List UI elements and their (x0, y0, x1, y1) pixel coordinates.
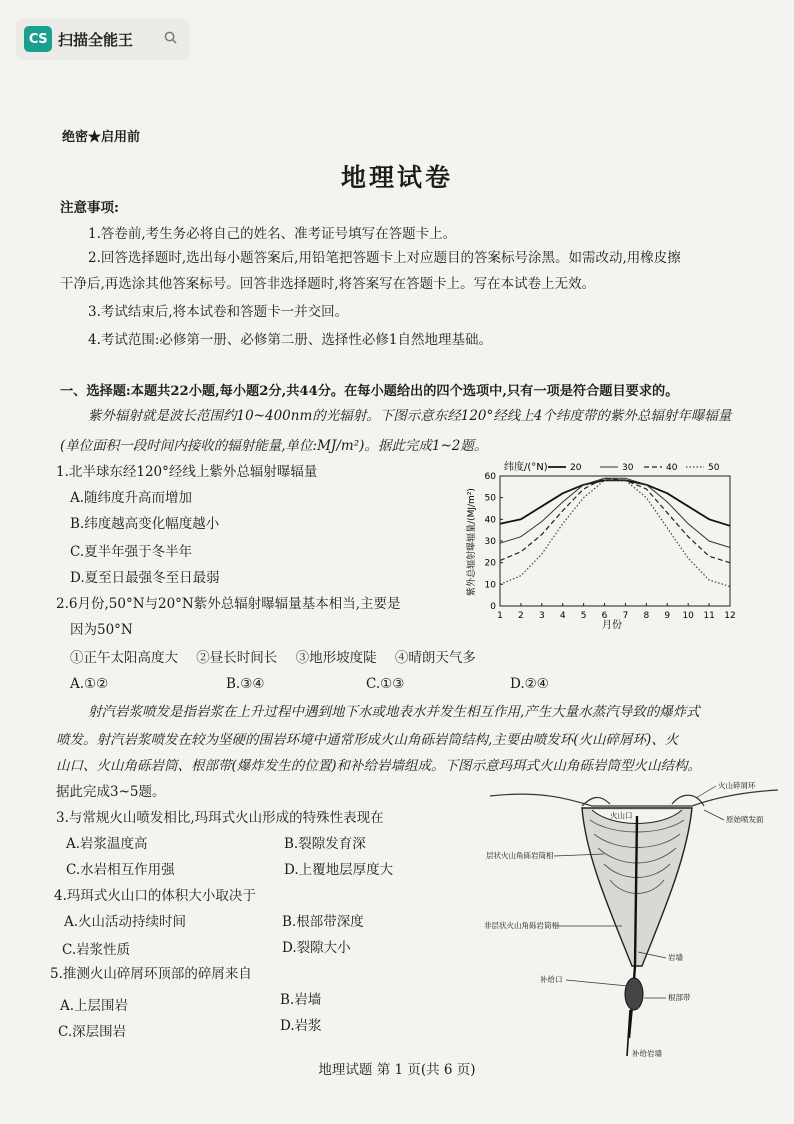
intro2-line3: 山口、火山角砾岩筒、根部带(爆炸发生的位置)和补给岩墙组成。下图示意玛珥式火山角砾岩筒型火山结构。 (56, 758, 702, 774)
x-tick-label: 6 (601, 611, 608, 621)
q4-stem: 4.玛珥式火山口的体积大小取决于 (54, 888, 256, 904)
q4-option-c[interactable]: C.岩浆性质 (62, 942, 131, 958)
legend-label-40: 40 (666, 463, 678, 473)
q5-option-c[interactable]: C.深层围岩 (58, 1024, 127, 1040)
intro2-line4: 据此完成3~5题。 (56, 784, 166, 800)
intro1-line2: (单位面积一段时间内接收的辐射能量,单位:MJ/m²)。据此完成1~2题。 (60, 438, 488, 454)
q2-option-d[interactable]: D.②④ (510, 676, 549, 692)
y-tick-label: 40 (484, 515, 496, 526)
x-tick-label: 2 (518, 611, 524, 621)
q5-stem: 5.推测火山碎屑环顶部的碎屑来自 (50, 966, 252, 982)
x-tick-label: 4 (559, 611, 566, 621)
leader-feed-mouth (566, 980, 628, 986)
intro2-line2: 喷发。射汽岩浆喷发在较为坚硬的围岩环境中通常形成火山角砾岩筒结构,主要由喷发环(火山碎屑环)、火 (56, 732, 679, 748)
chart-xlabel: 月份 (602, 620, 622, 631)
q2-option-a[interactable]: A.①② (70, 676, 109, 692)
q4-option-d[interactable]: D.裂隙大小 (282, 940, 351, 956)
label-dike: 岩墙 (668, 953, 683, 962)
leader-surface (704, 810, 724, 820)
q2-option-b[interactable]: B.③④ (226, 676, 265, 692)
notice-2: 2.回答选择题时,选出每小题答案后,用铅笔把答题卡上对应题目的答案标号涂黑。如需改动,用橡皮擦 (88, 250, 681, 266)
q3-option-a[interactable]: A.岩浆温度高 (66, 836, 148, 852)
x-tick-label: 3 (538, 611, 545, 621)
notice-heading: 注意事项: (60, 200, 119, 216)
q3-option-c[interactable]: C.水岩相互作用强 (66, 862, 175, 878)
q1-option-d[interactable]: D.夏至日最强冬至日最弱 (70, 570, 220, 586)
x-tick-label: 7 (622, 611, 629, 621)
y-tick-label: 10 (484, 580, 496, 591)
notice-3: 3.考试结束后,将本试卷和答题卡一并交回。 (88, 304, 349, 320)
label-layered-facies: 层状火山角砾岩筒相 (486, 851, 554, 860)
q1-option-c[interactable]: C.夏半年强于冬半年 (70, 544, 193, 560)
notice-1: 1.答卷前,考生务必将自己的姓名、准考证号填写在答题卡上。 (88, 226, 457, 242)
q5-option-d[interactable]: D.岩浆 (280, 1018, 322, 1034)
q3-option-d[interactable]: D.上覆地层厚度大 (284, 862, 394, 878)
label-feed-dike: 补给岩墙 (632, 1049, 662, 1058)
chart-legend-title: 纬度/(°N) (504, 462, 548, 473)
x-tick-label: 1 (497, 611, 503, 621)
x-tick-label: 12 (724, 611, 736, 621)
notice-4: 4.考试范围:必修第一册、必修第二册、选择性必修1自然地理基础。 (88, 332, 493, 348)
uv-radiation-chart (462, 456, 744, 632)
secret-mark: 绝密★启用前 (62, 130, 141, 145)
q4-option-b[interactable]: B.根部带深度 (282, 914, 364, 930)
q1-stem: 1.北半球东经120°经线上紫外总辐射曝辐量 (56, 464, 318, 480)
y-tick-label: 30 (484, 537, 496, 547)
label-pyroclastic-ring: 火山碎屑环 (718, 781, 756, 790)
x-tick-label: 9 (664, 611, 671, 621)
x-tick-label: 11 (703, 611, 715, 621)
page-title: 地理试卷 (340, 163, 453, 192)
label-nonlayered-facies: 非层状火山角砾岩筒相 (484, 921, 559, 930)
q2-stem2: 因为50°N (70, 622, 133, 638)
q2-items: ①正午太阳高度大 ②昼长时间长 ③地形坡度陡 ④晴朗天气多 (70, 650, 476, 666)
q3-option-b[interactable]: B.裂隙发育深 (284, 836, 366, 852)
section-heading: 一、选择题:本题共22小题,每小题2分,共44分。在每小题给出的四个选项中,只有一项是符合题目要求的。 (60, 384, 679, 399)
q1-option-a[interactable]: A.随纬度升高而增加 (70, 490, 193, 506)
q4-option-a[interactable]: A.火山活动持续时间 (64, 914, 187, 930)
maar-volcano-diagram (482, 776, 784, 1066)
app-name: 扫描全能王 (58, 31, 134, 49)
y-tick-label: 0 (490, 602, 496, 612)
q5-option-b[interactable]: B.岩墙 (280, 992, 322, 1008)
cs-logo: CS (24, 26, 52, 52)
q5-option-a[interactable]: A.上层围岩 (60, 998, 129, 1014)
x-tick-label: 5 (580, 611, 587, 621)
legend-label-50: 50 (708, 463, 720, 473)
page-footer: 地理试题 第 1 页(共 6 页) (318, 1062, 476, 1078)
x-tick-label: 10 (682, 611, 694, 621)
q2-option-c[interactable]: C.①③ (366, 676, 405, 692)
leader-ring (696, 786, 716, 798)
pyroclastic-ring-shape (582, 795, 704, 806)
y-tick-label: 60 (484, 472, 496, 482)
legend-label-30: 30 (622, 463, 634, 473)
label-crater: 火山口 (610, 811, 633, 820)
search-icon[interactable] (164, 31, 177, 44)
q3-stem: 3.与常规火山喷发相比,玛珥式火山形成的特殊性表现在 (56, 810, 384, 826)
y-tick-label: 20 (484, 558, 496, 569)
label-original-surface: 原始喷发面 (726, 815, 764, 824)
q2-stem: 2.6月份,50°N与20°N紫外总辐射曝辐量基本相当,主要是 (56, 596, 401, 612)
intro1-line1: 紫外辐射就是波长范围约10~400nm的光辐射。下图示意东经120°经线上4个纬度带的紫外总辐射年曝辐量 (88, 408, 732, 424)
q1-option-b[interactable]: B.纬度越高变化幅度越小 (70, 516, 220, 532)
series-line-30 (500, 478, 730, 547)
y-tick-label: 50 (484, 493, 496, 504)
original-surface-line (490, 790, 778, 806)
x-tick-label: 8 (643, 611, 650, 621)
label-root-zone: 根部带 (668, 993, 691, 1002)
notice-2b: 干净后,再选涂其他答案标号。回答非选择题时,将答案写在答题卡上。写在本试卷上无效。 (60, 276, 596, 292)
intro2-line1: 射汽岩浆喷发是指岩浆在上升过程中遇到地下水或地表水并发生相互作用,产生大量水蒸汽导致的爆炸式 (88, 704, 700, 720)
label-feed-mouth: 补给口 (540, 975, 563, 984)
chart-ylabel: 紫外总辐射曝辐量/(MJ/m²) (467, 488, 477, 596)
series-line-50 (500, 480, 730, 586)
series-line-40 (500, 478, 730, 563)
legend-label-20: 20 (570, 463, 582, 473)
series-line-20 (500, 480, 730, 526)
root-zone-shape (625, 978, 643, 1010)
